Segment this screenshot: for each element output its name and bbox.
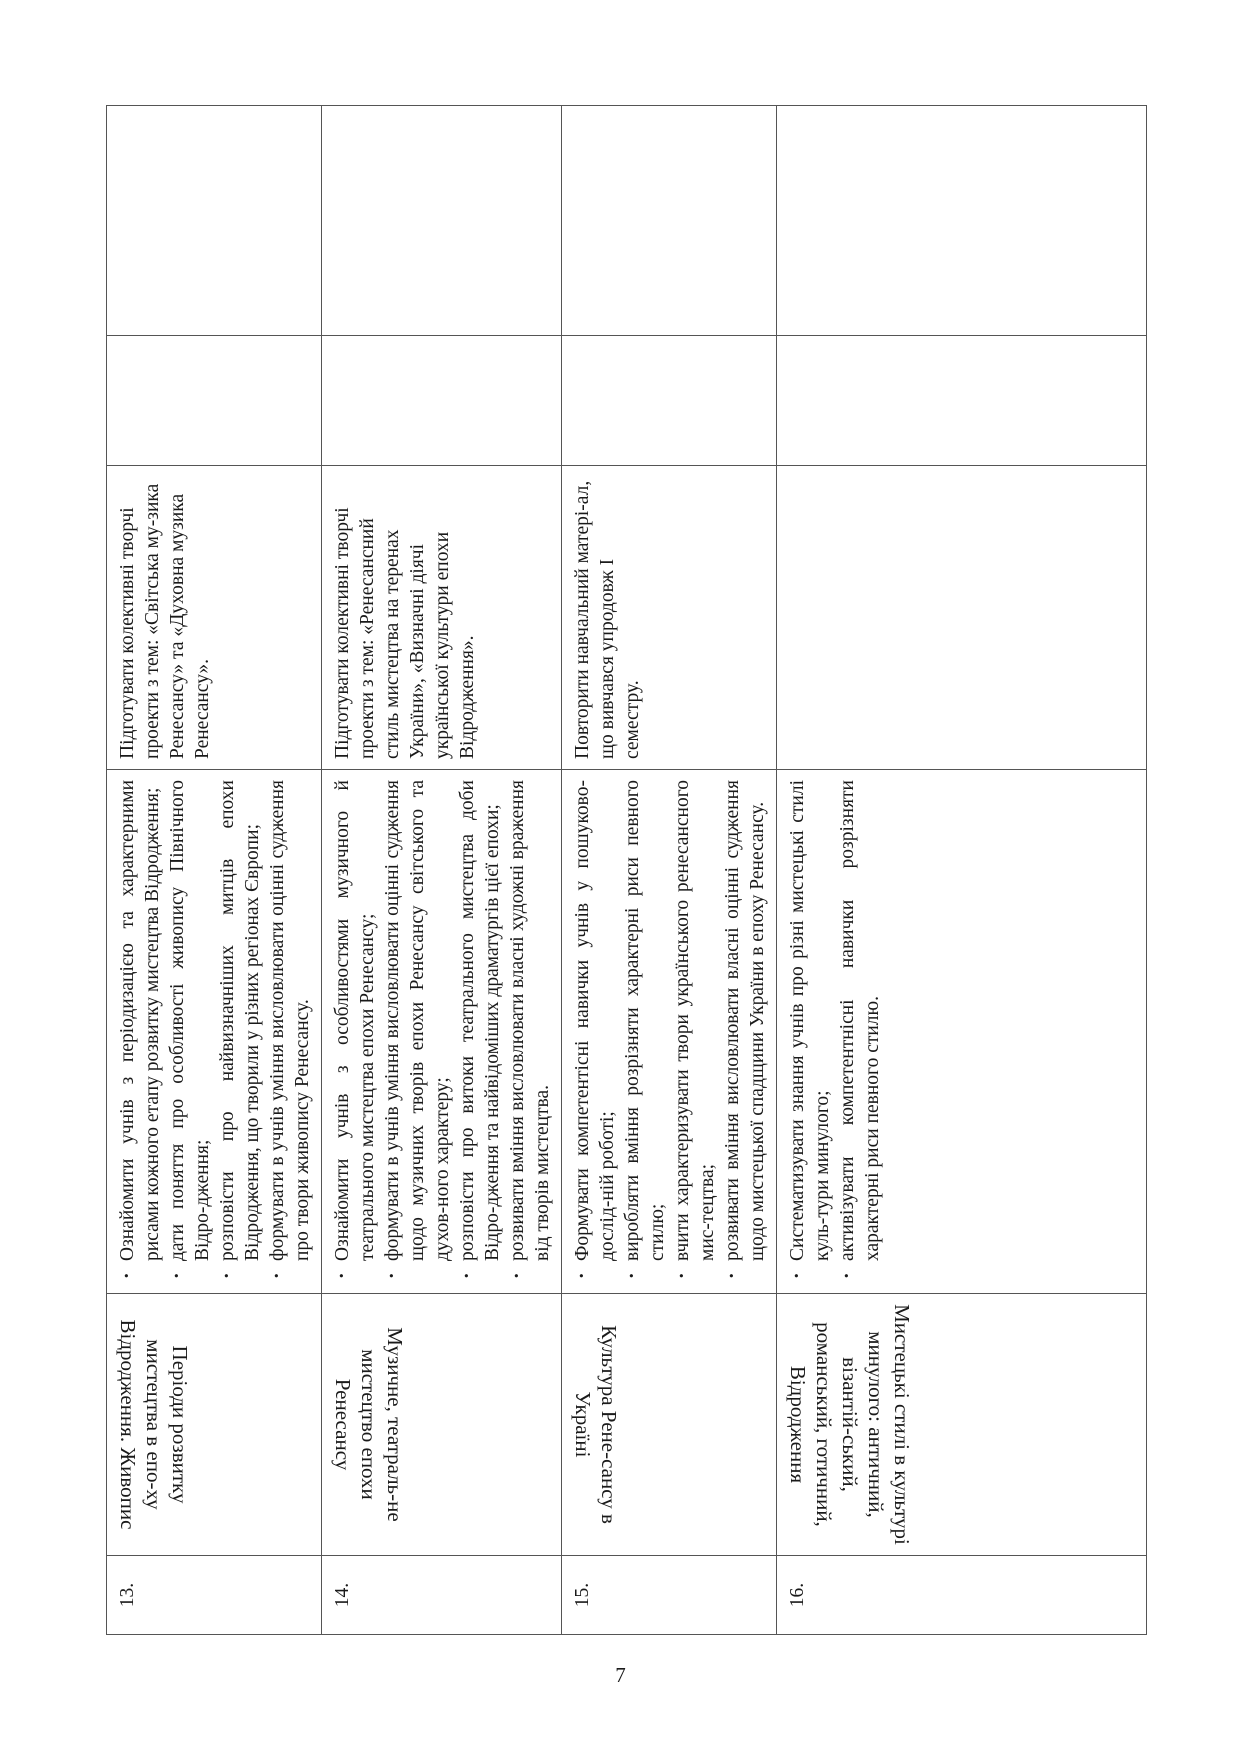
goal-item: · розвивати вміння висловлювати власні оцінні судження щодо мистецької спадщини України в епоху Ренесансу. <box>720 780 770 1283</box>
table-row <box>107 106 322 1635</box>
empty-cell <box>107 106 322 336</box>
goals-list <box>330 780 555 1283</box>
empty-cell <box>562 106 777 336</box>
goal-item: · вчити характеризувати твори українського ренесансного мис-тецтва; <box>670 780 720 1283</box>
homework-task: Повторити навчальний матері-ал, що вивчався упродовж І семестру. <box>562 466 777 770</box>
lesson-topic-text: Культура Рене-сансу в Україні <box>571 1325 621 1524</box>
rotated-table-frame <box>106 106 1098 1635</box>
goal-item: · Формувати компетентісні навички учнів у пошуково-дослід-ній роботі; <box>570 780 620 1283</box>
table-row <box>322 106 562 1635</box>
homework-task: Підготувати колективні творчі проекти з тем: «Ренесансний стиль мистецтва на теренах України», «Визначні діячі української культури епохи Відродження». <box>322 466 562 770</box>
goal-item: · розвивати вміння висловлювати власні художні враження від творів мистецтва. <box>505 780 555 1283</box>
table-row <box>777 106 1147 1635</box>
lesson-topic <box>107 1294 322 1556</box>
lesson-goals <box>562 770 777 1294</box>
lesson-topic <box>322 1294 562 1556</box>
empty-cell <box>777 336 1147 466</box>
goal-item: · формувати в учнів уміння висловлювати оцінні судження про твори живопису Ренесансу. <box>265 780 315 1283</box>
lesson-topic-text: Періоди розвитку мистецтва в епо-ху Відродження. Живопис <box>116 1319 192 1530</box>
lesson-topic <box>777 1294 1147 1556</box>
empty-cell <box>322 106 562 336</box>
goals-list <box>785 780 885 1283</box>
lesson-goals <box>777 770 1147 1294</box>
lesson-plan-table-rotated <box>106 106 1098 1635</box>
lesson-goals <box>107 770 322 1294</box>
lesson-topic-text: Музичне, театраль-не мистецтво епохи Ренесансу <box>331 1327 407 1522</box>
goal-item: · формувати в учнів уміння висловлювати оцінні судження щодо музичних творів епохи Ренесансу світського та духов-ного характеру; <box>380 780 455 1283</box>
goals-list <box>570 780 770 1283</box>
lesson-number: 16. <box>777 1556 1147 1635</box>
goal-item: · Систематизувати знання учнів про різні мистецькі стилі куль-тури минулого; <box>785 780 835 1283</box>
lesson-number: 13. <box>107 1556 322 1635</box>
lesson-plan-table <box>106 105 1147 1635</box>
goal-item: · розповісти про найвизначніших митців епохи Відродження, що творили у різних регіонах Європи; <box>215 780 265 1283</box>
lesson-topic-text: Мистецькі стилі в культурі минулого: античний, візантій-ський, романський, готичний, Відродження <box>786 1304 914 1545</box>
homework-task <box>777 466 1147 770</box>
lesson-goals <box>322 770 562 1294</box>
lesson-number: 14. <box>322 1556 562 1635</box>
goal-item: · розповісти про витоки театрального мистецтва доби Відро-дження та найвідоміших драматургів цієї епохи; <box>455 780 505 1283</box>
homework-task: Підготувати колективні творчі проекти з тем: «Світська му-зика Ренесансу» та «Духовна музика Ренесансу». <box>107 466 322 770</box>
goals-list <box>115 780 315 1283</box>
empty-cell <box>107 336 322 466</box>
goal-item: · активізувати компетентнісні навички розрізняти характерні риси певного стилю. <box>835 780 885 1283</box>
goal-item: · Ознайомити учнів з періодизацією та характерними рисами кожного етапу розвитку мистецтва Відродження; <box>115 780 165 1283</box>
lesson-number: 15. <box>562 1556 777 1635</box>
goal-item: · Ознайомити учнів з особливостями музичного й театрального мистецтва епохи Ренесансу; <box>330 780 380 1283</box>
empty-cell <box>562 336 777 466</box>
goal-item: · виробляти вміння розрізняти характерні риси певного стилю; <box>620 780 670 1283</box>
empty-cell <box>322 336 562 466</box>
page-number: 7 <box>615 1663 626 1687</box>
lesson-topic <box>562 1294 777 1556</box>
table-row <box>562 106 777 1635</box>
empty-cell <box>777 106 1147 336</box>
goal-item: · дати поняття про особливості живопису Північного Відро-дження; <box>165 780 215 1283</box>
